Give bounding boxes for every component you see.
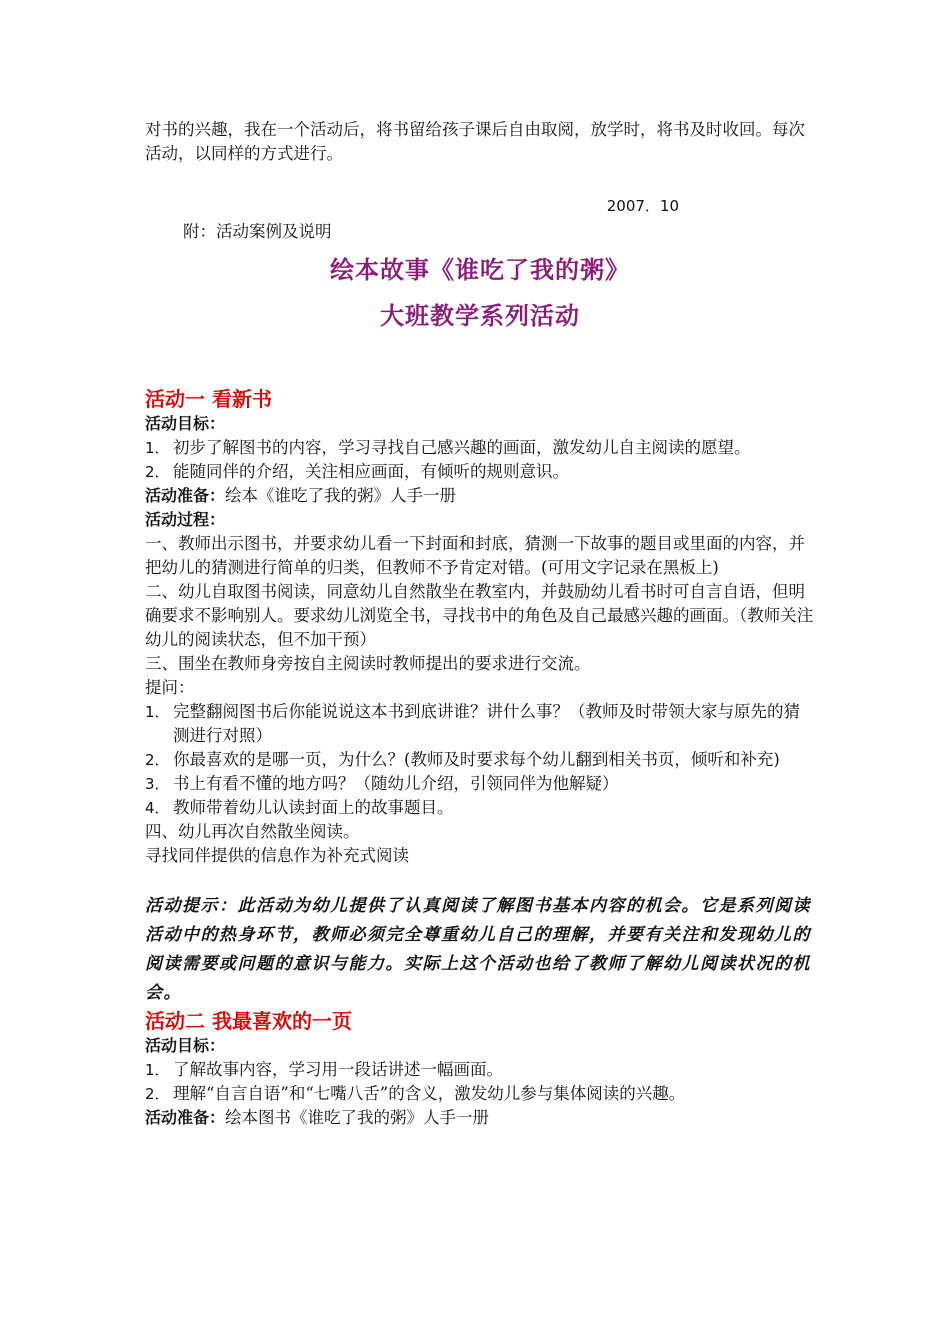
sub-title: 大班教学系列活动 <box>380 302 580 330</box>
list-number: 1． <box>145 1061 170 1079</box>
prep-text: 绘本图书《谁吃了我的粥》人手一册 <box>225 1108 490 1127</box>
date-line: 2007．10 <box>606 197 679 215</box>
activity1-question-2 <box>145 748 815 772</box>
appendix-line: 附：活动案例及说明 <box>183 222 332 241</box>
list-text: 了解故事内容，学习用一段话讲述一幅画面。 <box>173 1060 503 1079</box>
list-number: 2． <box>145 751 170 769</box>
list-number: 1． <box>145 439 170 457</box>
activity1-process-label: 活动过程： <box>145 510 226 529</box>
list-number: 2． <box>145 463 170 481</box>
activity1-goal-1 <box>145 436 815 460</box>
list-text: 初步了解图书的内容，学习寻找自己感兴趣的画面，激发幼儿自主阅读的愿望。 <box>173 438 751 457</box>
activity1-heading: 活动一 看新书 <box>145 387 272 411</box>
activity1-question-1 <box>145 700 815 748</box>
activity1-goal-label: 活动目标： <box>145 414 226 433</box>
list-number: 1． <box>145 703 170 721</box>
activity1-step-2: 二、幼儿自取图书阅读，同意幼儿自然散坐在教室内，并鼓励幼儿看书时可自言自语，但明确要求不影响别人。要求幼儿浏览全书，寻找书中的角色及自己最感兴趣的画面。（教师关注幼儿的阅读状态，但不加干预） <box>145 582 814 649</box>
list-number: 4． <box>145 799 170 817</box>
list-text: 能随同伴的介绍，关注相应画面，有倾听的规则意识。 <box>173 462 569 481</box>
activity2-goal-2 <box>145 1082 815 1106</box>
list-text: 你最喜欢的是哪一页，为什么？(教师及时要求每个幼儿翻到相关书页，倾听和补充) <box>173 750 780 769</box>
activity2-goal-label: 活动目标： <box>145 1036 226 1055</box>
intro-paragraph: 对书的兴趣，我在一个活动后，将书留给孩子课后自由取阅，放学时，将书及时收回。每次活动，以同样的方式进行。 <box>145 120 805 163</box>
list-number: 3． <box>145 775 170 793</box>
list-number: 2． <box>145 1085 170 1103</box>
activity1-step-1: 一、教师出示图书，并要求幼儿看一下封面和封底，猜测一下故事的题目或里面的内容，并把幼儿的猜测进行简单的归类，但教师不予肯定对错。(可用文字记录在黑板上) <box>145 534 805 577</box>
activity1-question-label: 提问： <box>145 678 195 697</box>
prep-label: 活动准备： <box>145 1108 226 1127</box>
list-text: 书上有看不懂的地方吗？（随幼儿介绍，引领同伴为他解疑） <box>173 774 619 793</box>
activity1-step-4-note: 寻找同伴提供的信息作为补充式阅读 <box>145 846 409 865</box>
list-text: 教师带着幼儿认读封面上的故事题目。 <box>173 798 454 817</box>
list-text: 完整翻阅图书后你能说说这本书到底讲谁？讲什么事？（教师及时带领大家与原先的猜测进行对照） <box>173 702 800 745</box>
activity1-step-3: 三、围坐在教师身旁按自主阅读时教师提出的要求进行交流。 <box>145 654 591 673</box>
activity1-prep <box>145 484 815 508</box>
activity1-goal-2 <box>145 460 815 484</box>
prep-label: 活动准备： <box>145 486 226 505</box>
activity2-prep <box>145 1106 815 1130</box>
activity2-goal-1 <box>145 1058 815 1082</box>
document-content <box>145 118 815 1130</box>
prep-text: 绘本《谁吃了我的粥》人手一册 <box>225 486 457 505</box>
activity2-heading: 活动二 我最喜欢的一页 <box>145 1009 352 1033</box>
activity1-question-4 <box>145 796 815 820</box>
main-title: 绘本故事《谁吃了我的粥》 <box>330 256 630 284</box>
activity1-question-3 <box>145 772 815 796</box>
list-text: 理解“自言自语”和“七嘴八舌”的含义，激发幼儿参与集体阅读的兴趣。 <box>173 1084 686 1103</box>
activity1-tip: 活动提示：此活动为幼儿提供了认真阅读了解图书基本内容的机会。它是系列阅读活动中的热身环节，教师必须完全尊重幼儿自己的理解，并要有关注和发现幼儿的阅读需要或问题的意识与能力。实际上这个活动也给了教师了解幼儿阅读状况的机会。 <box>145 896 811 1003</box>
activity1-step-4: 四、幼儿再次自然散坐阅读。 <box>145 822 360 841</box>
